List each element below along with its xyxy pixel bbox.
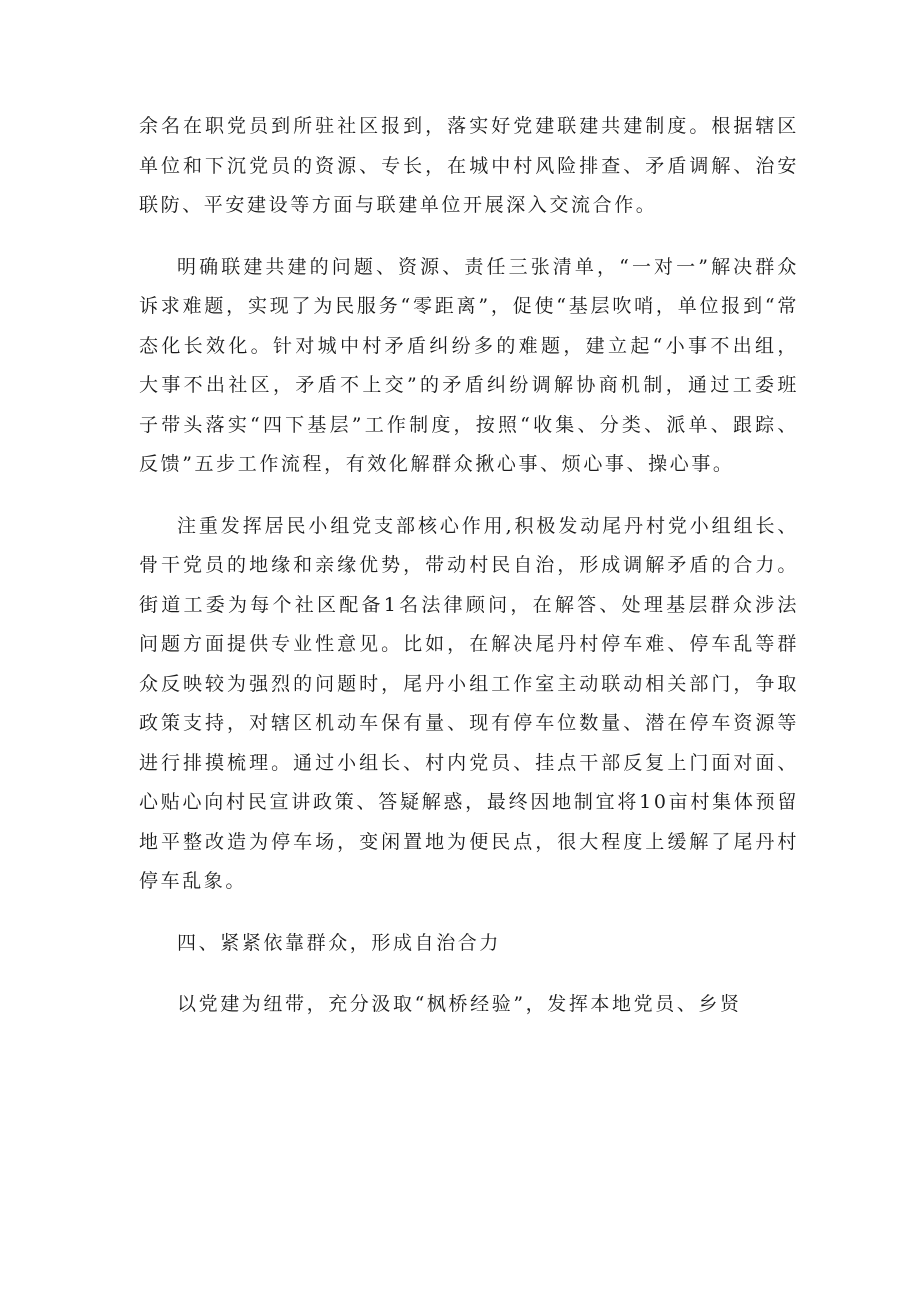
document-body bbox=[139, 107, 799, 1047]
paragraph-3: 注重发挥居民小组党支部核心作用,积极发动尾丹村党小组组长、骨干党员的地缘和亲缘优势，带动村民自治，形成调解矛盾的合力。街道工委为每个社区配备1名法律顾问，在解答、处理基层群众涉法问题方面提供专业性意见。比如，在解决尾丹村停车难、停车乱等群众反映较为强烈的问题时，尾丹小组工作室主动联动相关部门，争取政策支持，对辖区机动车保有量、现有停车位数量、潜在停车资源等进行排摸梳理。通过小组长、村内党员、挂点干部反复上门面对面、心贴心向村民宣讲政策、答疑解惑，最终因地制宜将10亩村集体预留地平整改造为停车场，变闲置地为便民点，很大程度上缓解了尾丹村停车乱象。 bbox=[139, 514, 799, 892]
section-heading: 四、紧紧依靠群众，形成自治合力 bbox=[177, 931, 502, 954]
paragraph-2: 明确联建共建的问题、资源、责任三张清单，“一对一”解决群众诉求难题，实现了为民服务“零距离”，促使“基层吹哨，单位报到“常态化长效化。针对城中村矛盾纠纷多的难题，建立起“小事不出组，大事不出社区，矛盾不上交”的矛盾纠纷调解协商机制，通过工委班子带头落实“四下基层”工作制度，按照“收集、分类、派单、跟踪、反馈”五步工作流程，有效化解群众揪心事、烦心事、操心事。 bbox=[139, 255, 799, 475]
paragraph-4: 以党建为纽带，充分汲取“枫桥经验”，发挥本地党员、乡贤 bbox=[177, 993, 742, 1015]
paragraph-1: 余名在职党员到所驻社区报到，落实好党建联建共建制度。根据辖区单位和下沉党员的资源、专长，在城中村风险排查、矛盾调解、治安联防、平安建设等方面与联建单位开展深入交流合作。 bbox=[139, 115, 799, 216]
